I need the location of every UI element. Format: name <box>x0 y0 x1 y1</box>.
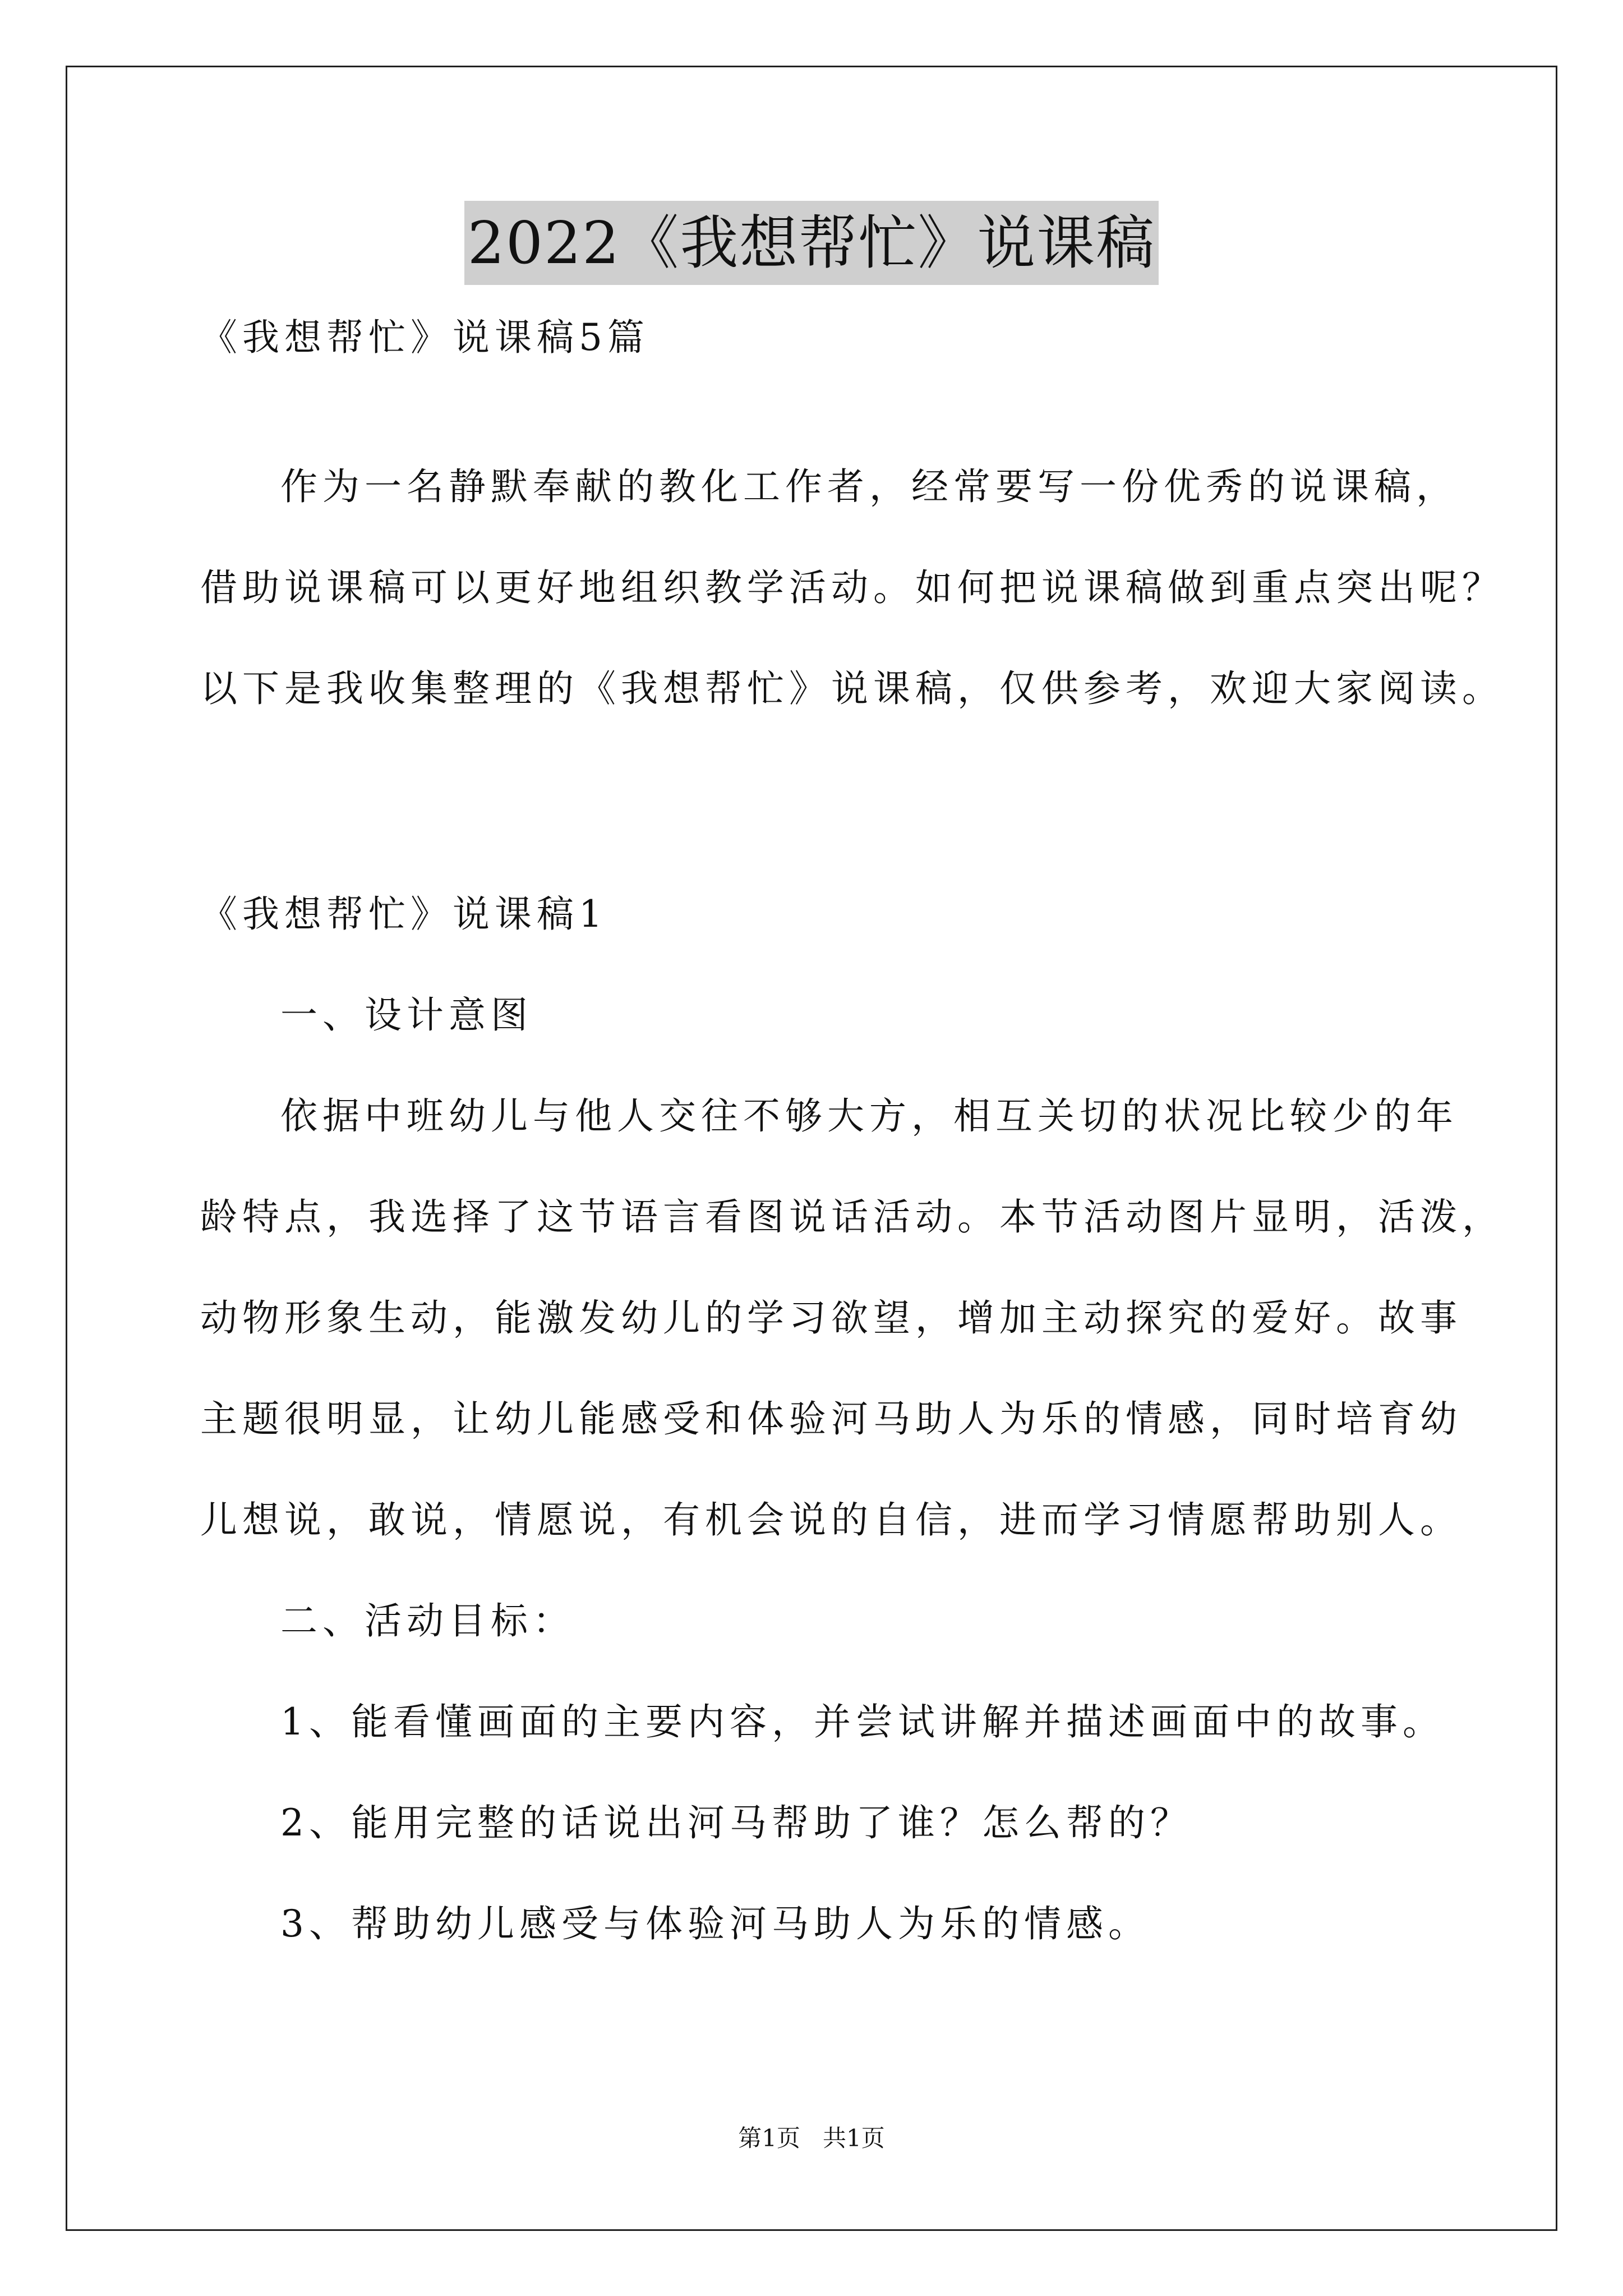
intro-line-2: 借助说课稿可以更好地组织教学活动。如何把说课稿做到重点突出呢？ <box>200 566 1504 609</box>
design-line-1: 依据中班幼儿与他人交往不够大方，相互关切的状况比较少的年 <box>280 1094 1458 1138</box>
goal-item-2: 2、能用完整的话说出河马帮助了谁？怎么帮的？ <box>280 1801 1192 1844</box>
section-title: 《我想帮忙》说课稿1 <box>200 892 607 936</box>
goal-item-3: 3、帮助幼儿感受与体验河马助人为乐的情感。 <box>280 1902 1150 1945</box>
goal-item-1: 1、能看懂画面的主要内容，并尝试讲解并描述画面中的故事。 <box>280 1700 1445 1743</box>
subtitle: 《我想帮忙》说课稿5篇 <box>200 316 649 359</box>
heading-design: 一、设计意图 <box>280 993 533 1037</box>
design-line-5: 儿想说，敢说，情愿说，有机会说的自信，进而学习情愿帮助别人。 <box>200 1498 1462 1542</box>
document-title: 2022《我想帮忙》说课稿 <box>464 201 1159 285</box>
title-container <box>0 201 1623 285</box>
design-line-4: 主题很明显，让幼儿能感受和体验河马助人为乐的情感，同时培育幼 <box>200 1397 1462 1441</box>
intro-line-3: 以下是我收集整理的《我想帮忙》说课稿，仅供参考，欢迎大家阅读。 <box>200 667 1504 710</box>
design-line-3: 动物形象生动，能激发幼儿的学习欲望，增加主动探究的爱好。故事 <box>200 1296 1462 1340</box>
page-footer: 第1页 共1页 <box>738 2124 885 2152</box>
design-line-2: 龄特点，我选择了这节语言看图说话活动。本节活动图片显明，活泼， <box>200 1195 1504 1239</box>
intro-line-1: 作为一名静默奉献的教化工作者，经常要写一份优秀的说课稿， <box>280 465 1458 508</box>
heading-goals: 二、活动目标： <box>280 1599 575 1642</box>
